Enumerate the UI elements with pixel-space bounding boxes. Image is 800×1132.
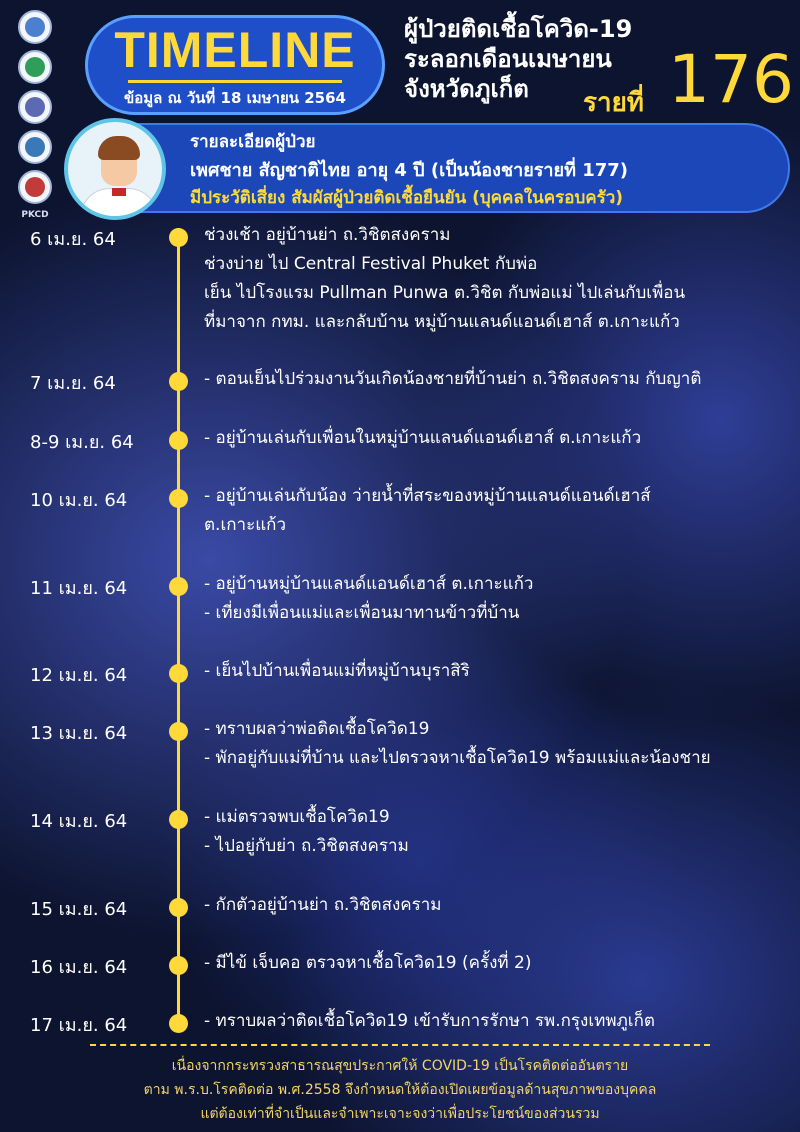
timeline-dot <box>169 898 188 917</box>
patient-label: รายละเอียดผู้ป่วย <box>190 132 316 152</box>
timeline-text <box>204 482 651 540</box>
timeline-line-text: - อยู่บ้านหมู่บ้านแลนด์แอนด์เฮาส์ ต.เกาะแก้ว <box>204 574 534 594</box>
timeline-line-text: - ไปอยู่กับย่า ถ.วิชิตสงคราม <box>204 836 409 856</box>
health-office-logo <box>18 50 52 84</box>
timeline-line-text: ต.เกาะแก้ว <box>204 515 287 535</box>
timeline-text <box>204 424 641 453</box>
timeline-dot <box>169 956 188 975</box>
timeline-line-text: - กักตัวอยู่บ้านย่า ถ.วิชิตสงคราม <box>204 895 442 915</box>
timeline-dot <box>169 810 188 829</box>
timeline-text <box>204 803 409 861</box>
timeline-line-text: - เที่ยงมีเพื่อนแม่และเพื่อนมาทานข้าวที่บ้าน <box>204 603 520 623</box>
timeline-date: 11 เม.ย. 64 <box>30 578 128 599</box>
timeline-line-text: - พักอยู่กับแม่ที่บ้าน และไปตรวจหาเชื้อโควิด19 พร้อมแม่และน้องชาย <box>204 748 711 768</box>
footer-line-2: ตาม พ.ร.บ.โรคติดต่อ พ.ศ.2558 จึงกำหนดให้ต้องเปิดเผยข้อมูลด้านสุขภาพของบุคคล <box>143 1082 657 1098</box>
timeline-dot <box>169 372 188 391</box>
timeline-date: 12 เม.ย. 64 <box>30 665 128 686</box>
footer-line-3: แต่ต้องเท่าที่จำเป็นและจำเพาะเจาะจงว่าเพื่อประโยชน์ของส่วนรวม <box>200 1106 600 1122</box>
timeline-line-text: ช่วงเช้า อยู่บ้านย่า ถ.วิชิตสงคราม <box>204 225 451 245</box>
timeline-dot <box>169 431 188 450</box>
timeline-date: 10 เม.ย. 64 <box>30 490 128 511</box>
timeline-text <box>204 365 701 394</box>
timeline-date: 8-9 เม.ย. 64 <box>30 432 134 453</box>
timeline-dot <box>169 1014 188 1033</box>
footer-divider <box>90 1044 710 1046</box>
timeline-text <box>204 221 685 337</box>
pkcd-logo-text: PKCD <box>21 210 49 220</box>
patient-avatar <box>64 118 166 220</box>
timeline-text <box>204 1007 655 1036</box>
timeline-dot <box>169 228 188 247</box>
timeline-line-text: - ทราบผลว่าพ่อติดเชื้อโควิด19 <box>204 719 430 739</box>
logo-column <box>18 10 58 220</box>
case-prefix: รายที่ <box>583 88 644 118</box>
timeline-line-text: - ตอนเย็นไปร่วมงานวันเกิดน้องชายที่บ้านย่า ถ.วิชิตสงคราม กับญาติ <box>204 369 702 389</box>
timeline-date: 7 เม.ย. 64 <box>30 373 116 394</box>
timeline-line-text: - อยู่บ้านเล่นกับเพื่อนในหมู่บ้านแลนด์แอนด์เฮาส์ ต.เกาะแก้ว <box>204 428 642 448</box>
timeline-text <box>204 891 442 920</box>
heading-line-1: ผู้ป่วยติดเชื้อโควิด-19 <box>404 15 633 43</box>
title-underline <box>128 80 342 83</box>
timeline-dot <box>169 577 188 596</box>
case-number: 176 <box>668 41 794 118</box>
timeline-dot <box>169 489 188 508</box>
timeline-line-text: - แม่ตรวจพบเชื้อโควิด19 <box>204 807 390 827</box>
hospital-logo <box>18 130 52 164</box>
timeline-date: 16 เม.ย. 64 <box>30 957 128 978</box>
timeline-date: 13 เม.ย. 64 <box>30 723 128 744</box>
timeline-line-text: - เย็นไปบ้านเพื่อนแม่ที่หมู่บ้านบุราสิริ <box>204 661 470 681</box>
timeline-line-text: - ทราบผลว่าติดเชื้อโควิด19 เข้ารับการรักษา รพ.กรุงเทพภูเก็ต <box>204 1011 655 1031</box>
timeline-text <box>204 715 711 773</box>
timeline-line-text: ที่มาจาก กทม. และกลับบ้าน หมู่บ้านแลนด์แอนด์เฮาส์ ต.เกาะแก้ว <box>204 312 680 332</box>
heading-line-2: ระลอกเดือนเมษายน <box>404 45 612 73</box>
province-seal-logo <box>18 90 52 124</box>
ministry-logo <box>18 10 52 44</box>
emergency-logo <box>18 170 52 204</box>
timeline-date: 6 เม.ย. 64 <box>30 229 116 250</box>
timeline-dot <box>169 722 188 741</box>
timeline-dot <box>169 664 188 683</box>
timeline-text <box>204 949 531 978</box>
footer-notice <box>0 1054 800 1126</box>
patient-info: เพศชาย สัญชาติไทย อายุ 4 ปี (เป็นน้องชายรายที่ 177) <box>190 160 629 181</box>
timeline-text <box>204 570 533 628</box>
timeline-title-box <box>85 15 385 115</box>
data-date: ข้อมูล ณ วันที่ 18 เมษายน 2564 <box>124 89 346 107</box>
footer-line-1: เนื่องจากกระทรวงสาธารณสุขประกาศให้ COVID-19 เป็นโรคติดต่ออันตราย <box>171 1058 629 1074</box>
timeline-text <box>204 657 470 686</box>
timeline-line-text: ช่วงบ่าย ไป Central Festival Phuket กับพ่อ <box>204 254 538 274</box>
timeline-line-text: - มีไข้ เจ็บคอ ตรวจหาเชื้อโควิด19 (ครั้งที่ 2) <box>204 953 532 973</box>
timeline-date: 17 เม.ย. 64 <box>30 1015 128 1036</box>
patient-risk: มีประวัติเสี่ยง สัมผัสผู้ป่วยติดเชื้อยืนยัน (บุคคลในครอบครัว) <box>190 188 624 208</box>
timeline-date: 14 เม.ย. 64 <box>30 811 128 832</box>
timeline-line-text: - อยู่บ้านเล่นกับน้อง ว่ายน้ำที่สระของหมู่บ้านแลนด์แอนด์เฮาส์ <box>204 486 651 506</box>
heading-line-3: จังหวัดภูเก็ต <box>404 75 529 103</box>
title-main: TIMELINE <box>114 22 356 78</box>
timeline-date: 15 เม.ย. 64 <box>30 899 128 920</box>
timeline-line-text: เย็น ไปโรงแรม Pullman Punwa ต.วิชิต กับพ่อแม่ ไปเล่นกับเพื่อน <box>204 283 686 303</box>
